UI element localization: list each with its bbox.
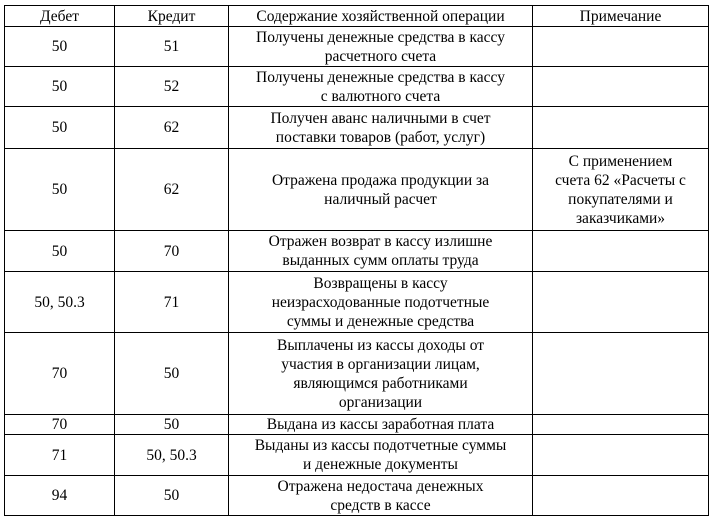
debit-cell: 50 bbox=[5, 149, 115, 231]
note-cell bbox=[533, 149, 709, 231]
content-line: и денежные документы bbox=[303, 456, 458, 473]
credit-cell: 52 bbox=[115, 67, 229, 107]
cash-operations-table bbox=[4, 5, 709, 516]
content-line: неизрасходованные подотчетные bbox=[271, 293, 490, 311]
debit-cell: 50, 50.3 bbox=[5, 272, 115, 333]
content-line: Получены денежные средства в кассу bbox=[256, 68, 505, 86]
note-cell bbox=[533, 272, 709, 333]
content-line: суммы и денежные средства bbox=[286, 312, 475, 330]
credit-cell: 70 bbox=[115, 231, 229, 272]
credit-cell: 50 bbox=[115, 476, 229, 516]
content-line: Получен аванс наличными в счет bbox=[270, 109, 491, 127]
debit-cell: 70 bbox=[5, 415, 115, 435]
note-cell bbox=[533, 333, 709, 415]
table-row bbox=[5, 231, 709, 272]
content-line: Выданы из кассы подотчетные суммы bbox=[254, 437, 507, 454]
content-cell bbox=[229, 435, 533, 476]
table-row bbox=[5, 27, 709, 67]
content-cell bbox=[229, 476, 533, 516]
debit-cell: 50 bbox=[5, 231, 115, 272]
header-debit: Дебет bbox=[5, 6, 115, 27]
credit-cell: 62 bbox=[115, 149, 229, 231]
content-line: Получены денежные средства в кассу bbox=[256, 28, 505, 46]
content-line: Отражена продажа продукции за bbox=[271, 171, 490, 189]
content-line: расчетного счета bbox=[324, 47, 437, 65]
note-line: счета 62 «Расчеты с bbox=[555, 171, 686, 189]
header-note: Примечание bbox=[533, 6, 709, 27]
content-cell bbox=[229, 27, 533, 67]
content-line: выданных сумм оплаты труда bbox=[282, 252, 479, 269]
content-cell bbox=[229, 415, 533, 435]
credit-cell: 62 bbox=[115, 107, 229, 149]
note-line: заказчиками» bbox=[575, 209, 666, 227]
table-row bbox=[5, 435, 709, 476]
content-line: участия в организации лицам, bbox=[281, 355, 480, 373]
content-cell bbox=[229, 149, 533, 231]
content-line: Выплачены из кассы доходы от bbox=[276, 336, 485, 354]
debit-cell: 50 bbox=[5, 67, 115, 107]
table-row bbox=[5, 67, 709, 107]
table-body bbox=[5, 27, 709, 516]
header-row bbox=[5, 6, 709, 27]
note-cell bbox=[533, 415, 709, 435]
credit-cell: 50 bbox=[115, 415, 229, 435]
content-line: Отражена недостача денежных bbox=[277, 477, 484, 495]
note-line: покупателями и bbox=[568, 190, 673, 208]
debit-cell: 71 bbox=[5, 435, 115, 476]
note-line: С применением bbox=[568, 152, 673, 170]
content-line: средств в кассе bbox=[330, 496, 431, 514]
credit-cell: 50, 50.3 bbox=[115, 435, 229, 476]
table-header bbox=[5, 6, 709, 27]
content-line: организации bbox=[338, 393, 423, 411]
note-cell bbox=[533, 476, 709, 516]
content-line: поставки товаров (работ, услуг) bbox=[275, 128, 486, 146]
debit-cell: 70 bbox=[5, 333, 115, 415]
note-cell bbox=[533, 67, 709, 107]
header-credit: Кредит bbox=[115, 6, 229, 27]
content-cell bbox=[229, 67, 533, 107]
table-row bbox=[5, 415, 709, 435]
content-line: являющимся работниками bbox=[293, 374, 468, 392]
content-line: Выдана из кассы заработная плата bbox=[266, 416, 495, 433]
table-row bbox=[5, 333, 709, 415]
content-line: с валютного счета bbox=[320, 87, 441, 105]
content-line: Отражен возврат в кассу излишне bbox=[268, 233, 493, 250]
content-line: наличный расчет bbox=[324, 190, 437, 208]
header-content: Содержание хозяйственной операции bbox=[229, 6, 533, 27]
table-row bbox=[5, 149, 709, 231]
debit-cell: 50 bbox=[5, 107, 115, 149]
note-cell bbox=[533, 27, 709, 67]
content-cell bbox=[229, 272, 533, 333]
credit-cell: 51 bbox=[115, 27, 229, 67]
content-line: Возвращены в кассу bbox=[313, 274, 448, 292]
credit-cell: 50 bbox=[115, 333, 229, 415]
note-cell bbox=[533, 107, 709, 149]
table-row bbox=[5, 272, 709, 333]
debit-cell: 50 bbox=[5, 27, 115, 67]
table-row bbox=[5, 107, 709, 149]
content-cell bbox=[229, 107, 533, 149]
content-cell bbox=[229, 333, 533, 415]
note-cell bbox=[533, 231, 709, 272]
content-cell bbox=[229, 231, 533, 272]
note-cell bbox=[533, 435, 709, 476]
debit-cell: 94 bbox=[5, 476, 115, 516]
credit-cell: 71 bbox=[115, 272, 229, 333]
table-row bbox=[5, 476, 709, 516]
